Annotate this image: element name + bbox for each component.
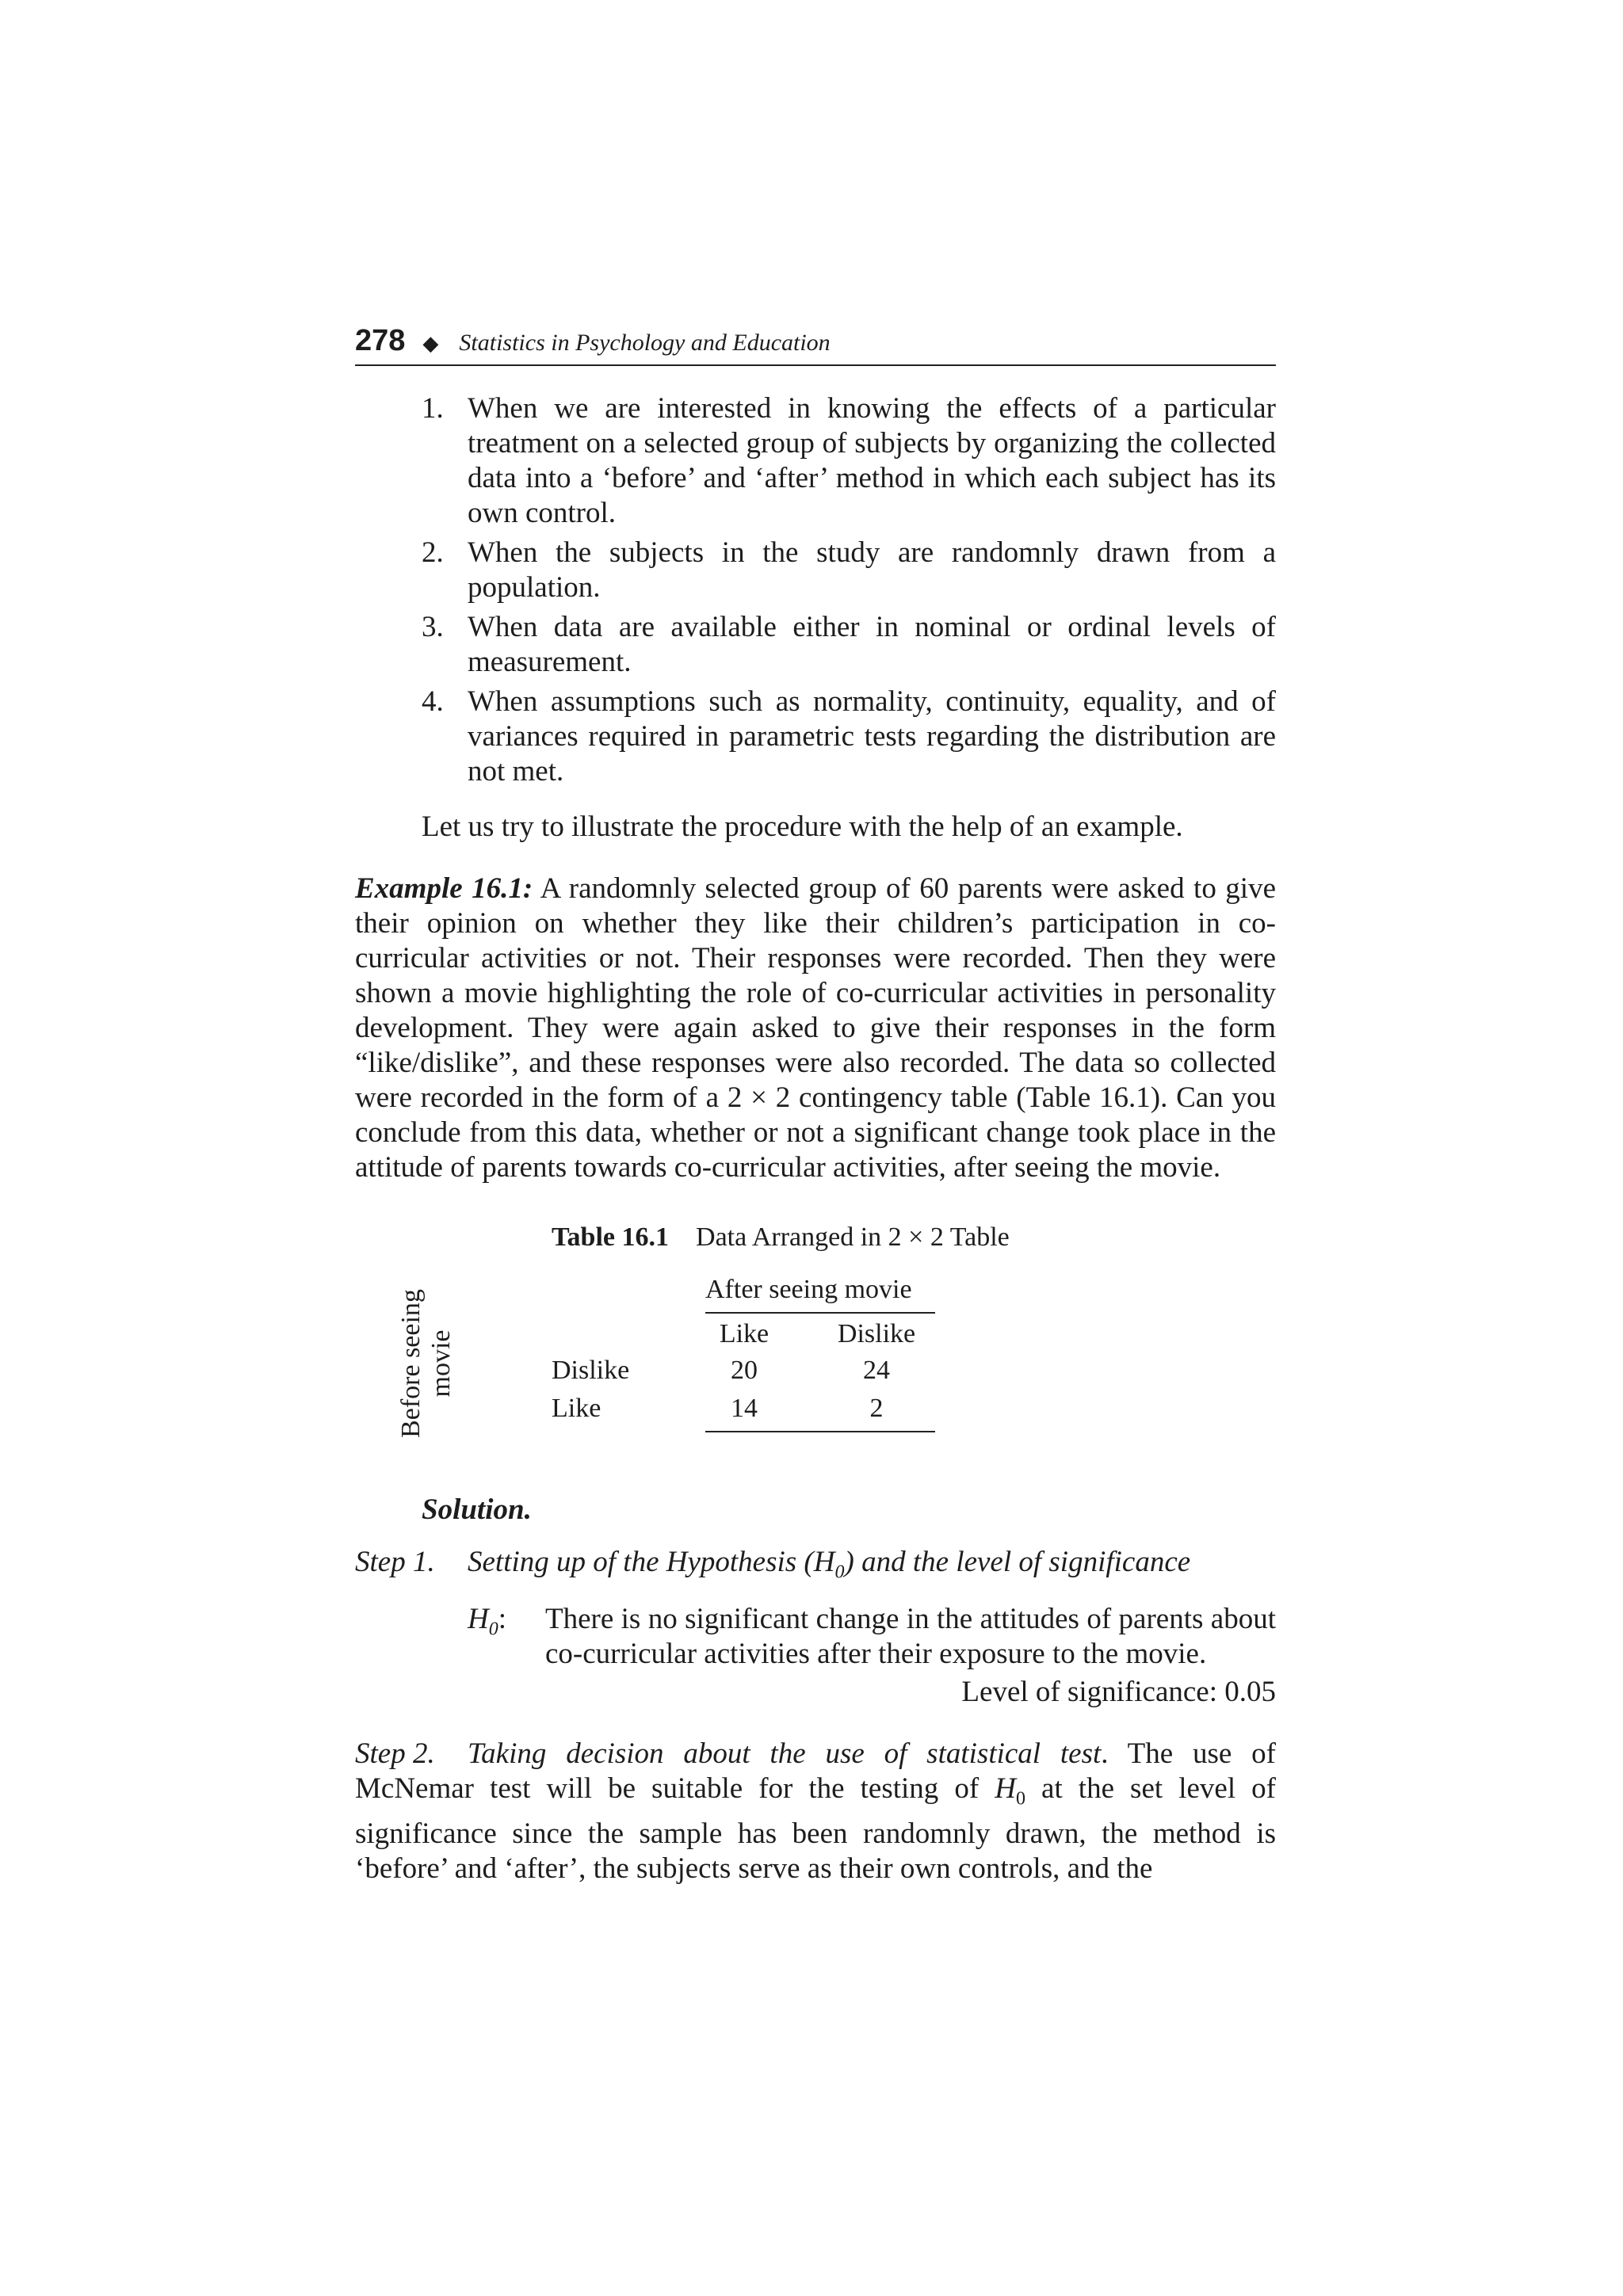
cell-dislike-like: 20 <box>731 1356 758 1385</box>
row-label-dislike: Dislike <box>552 1356 630 1385</box>
header-rule <box>705 1312 935 1314</box>
column-header-dislike: Dislike <box>837 1319 916 1348</box>
cell-dislike-dislike: 24 <box>863 1356 890 1385</box>
running-header <box>355 317 1276 366</box>
list-number: 3. <box>422 611 444 643</box>
step-1-title-h: H <box>813 1546 835 1578</box>
step-2-text-b: at the set level of significance since the sample has been randomnly drawn, the method is ‘before’ and ‘after’, the subjects serve as their own controls, and the <box>355 1772 1276 1885</box>
numbered-list <box>355 391 1276 789</box>
step-2-text-a: . The use of McNemar test will be suitable for the testing of <box>355 1737 1276 1806</box>
example-label: Example 16.1: <box>355 872 533 905</box>
diamond-icon: ◆ <box>422 332 439 355</box>
page <box>355 317 1276 1886</box>
table-caption-label: Table 16.1 <box>552 1222 670 1252</box>
row-label-like: Like <box>552 1394 601 1423</box>
before-seeing-movie-label <box>396 1272 456 1455</box>
list-text: When data are available either in nominal or ordinal levels of measurement. <box>468 611 1276 678</box>
page-body <box>355 391 1276 1886</box>
list-item <box>355 536 1276 605</box>
bottom-rule <box>705 1431 935 1432</box>
table-caption-text: Data Arranged in 2 × 2 Table <box>696 1222 1010 1252</box>
list-text: When we are interested in knowing the effects of a particular treatment on a selected group of subjects by organizing the collected data into a ‘before’ and ‘after’ method in which each subject has its own control. <box>468 392 1276 529</box>
list-number: 4. <box>422 685 444 718</box>
list-item <box>355 610 1276 680</box>
step-1-title-a: Setting up of the Hypothesis ( <box>468 1546 814 1578</box>
side-label-text: Before seeing movie <box>396 1289 456 1438</box>
step-1-heading <box>355 1545 1276 1589</box>
step-2-paragraph <box>355 1737 1276 1886</box>
running-title: Statistics in Psychology and Education <box>459 330 831 356</box>
intro-paragraph: Let us try to illustrate the procedure with the help of an example. <box>422 810 1183 843</box>
step-2-h: H <box>995 1772 1016 1806</box>
level-of-significance: Level of significance: 0.05 <box>961 1676 1276 1709</box>
step-2-label: Step 2. <box>355 1737 435 1771</box>
step-1-title-sub: 0 <box>834 1562 845 1583</box>
page-number: 278 <box>355 324 406 357</box>
cell-like-dislike: 2 <box>869 1394 884 1423</box>
cell-like-like: 14 <box>731 1394 758 1423</box>
table-caption <box>355 1220 1276 1255</box>
step-1-title-b: ) and the level of significance <box>844 1546 1191 1578</box>
list-item <box>355 685 1276 789</box>
step-1-label: Step 1. <box>355 1546 435 1578</box>
list-number: 2. <box>422 536 444 569</box>
list-text: When assumptions such as normality, continuity, equality, and of variances required in parametric tests regarding the distribution are not met. <box>468 685 1276 788</box>
example-text: A randomnly selected group of 60 parents were asked to give their opinion on whether they like their children’s participation in co-curricular activities or not. Their responses were recorded. Then they were shown a movie highlighting the role of co-curricular activities in personality development. They were again asked to give their responses in the form “like/dislike”, and these responses were also recorded. The data so collected were recorded in the form of a 2 × 2 contingency table (Table 16.1). Can you conclude from this data, whether or not a significant change took place in the attitude of parents towards co-curricular activities, after seeing the movie. <box>355 872 1277 1184</box>
list-text: When the subjects in the study are randomnly drawn from a population. <box>468 536 1276 604</box>
example-paragraph <box>355 871 1276 1185</box>
list-number: 1. <box>422 392 444 425</box>
solution-heading: Solution. <box>422 1493 532 1526</box>
step-2-title: Taking decision about the use of statistical test <box>468 1737 1102 1771</box>
null-hypothesis <box>355 1602 1276 1672</box>
column-header-like: Like <box>719 1319 769 1348</box>
list-item <box>355 391 1276 531</box>
step-2-sub: 0 <box>1015 1788 1025 1810</box>
contingency-table <box>355 1272 1276 1455</box>
column-group-header: After seeing movie <box>705 1275 912 1304</box>
h0-label: $H_0$: <box>468 1603 507 1640</box>
h0-text: There is no significant change in the attitudes of parents about co-curricular activities after their exposure to the movie. <box>545 1603 1276 1671</box>
